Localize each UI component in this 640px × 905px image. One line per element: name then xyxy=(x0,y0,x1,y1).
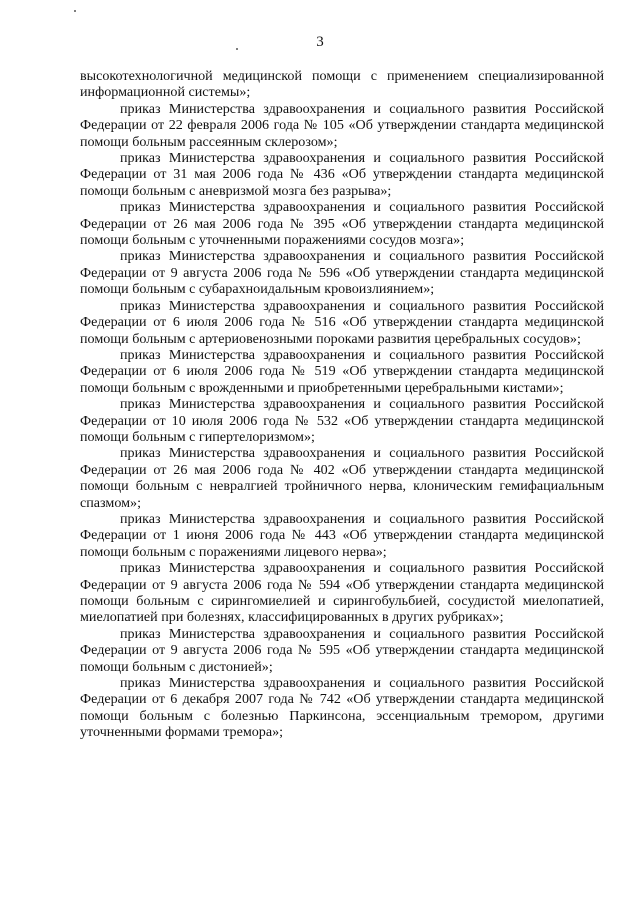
order-item: приказ Министерства здравоохранения и социального развития Российской Федерации от 9 августа 2006 года № 596 «Об утверждении стандарта медицинской помощи больным с субарахноидальным кровоизлиянием»; xyxy=(80,248,604,298)
order-item: приказ Министерства здравоохранения и социального развития Российской Федерации от 10 июля 2006 года № 532 «Об утверждении стандарта медицинской помощи больным с гипертелоризмом»; xyxy=(80,396,604,445)
order-item: приказ Министерства здравоохранения и социального развития Российской Федерации от 22 февраля 2006 года № 105 «Об утверждении стандарта медицинской помощи больным рассеянным склерозом»; xyxy=(80,100,604,150)
order-item: приказ Министерства здравоохранения и социального развития Российской Федерации от 26 мая 2006 года № 402 «Об утверждении стандарта медицинской помощи больным с невралгией тройничного нерва, клоническим гемифациальным спазмом»; xyxy=(80,445,604,511)
document-body xyxy=(80,68,604,741)
scan-speck xyxy=(74,10,76,12)
order-item: приказ Министерства здравоохранения и социального развития Российской Федерации от 9 августа 2006 года № 595 «Об утверждении стандарта медицинской помощи больным с дистонией»; xyxy=(80,625,604,675)
order-item: приказ Министерства здравоохранения и социального развития Российской Федерации от 1 июня 2006 года № 443 «Об утверждении стандарта медицинской помощи больным с поражениями лицевого нерва»; xyxy=(80,510,604,560)
order-item: приказ Министерства здравоохранения и социального развития Российской Федерации от 26 мая 2006 года № 395 «Об утверждении стандарта медицинской помощи больным с уточненными поражениями сосудов мозга»; xyxy=(80,199,604,249)
order-item: приказ Министерства здравоохранения и социального развития Российской Федерации от 6 июля 2006 года № 519 «Об утверждении стандарта медицинской помощи больным с врожденными и приобретенными церебральными кистами»; xyxy=(80,346,604,396)
order-item: приказ Министерства здравоохранения и социального развития Российской Федерации от 6 декабря 2007 года № 742 «Об утверждении стандарта медицинской помощи больным с болезнью Паркинсона, эссенциальным тремором, другими уточненными формами тремора»; xyxy=(80,675,604,741)
order-item: приказ Министерства здравоохранения и социального развития Российской Федерации от 9 августа 2006 года № 594 «Об утверждении стандарта медицинской помощи больным с сирингомиелией и сирингобульбией, сосудистой миелопатией, миелопатией при болезнях, классифицированных в других рубриках»; xyxy=(80,560,604,626)
order-item: приказ Министерства здравоохранения и социального развития Российской Федерации от 31 мая 2006 года № 436 «Об утверждении стандарта медицинской помощи больным с аневризмой мозга без разрыва»; xyxy=(80,150,604,199)
order-item: приказ Министерства здравоохранения и социального развития Российской Федерации от 6 июля 2006 года № 516 «Об утверждении стандарта медицинской помощи больным с артериовенозными пороками развития церебральных сосудов»; xyxy=(80,297,604,347)
paragraph-continuation: высокотехнологичной медицинской помощи с применением специализированной информационной системы»; xyxy=(80,68,604,101)
page-number: 3 xyxy=(316,34,324,50)
